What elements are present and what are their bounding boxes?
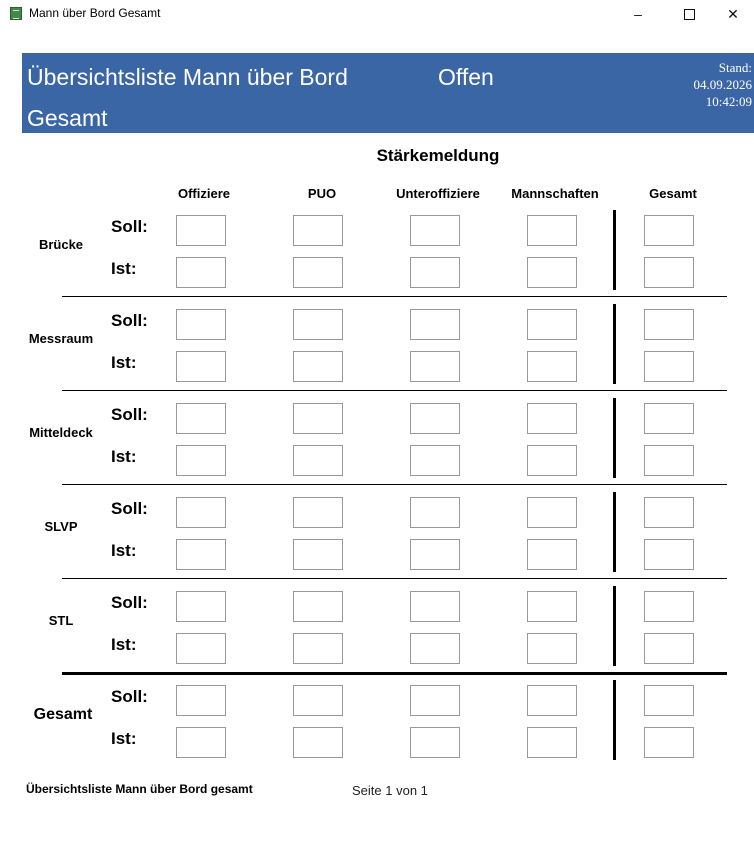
ist-cell-mannschaften[interactable] [527,539,577,570]
column-header: Unteroffiziere [396,186,480,201]
ist-cell-offiziere[interactable] [176,351,226,382]
ist-cell-gesamt[interactable] [644,539,694,570]
ist-cell-gesamt[interactable] [644,633,694,664]
maximize-icon [684,9,695,20]
soll-label: Soll: [111,405,148,424]
window-title: Mann über Bord Gesamt [29,6,161,20]
soll-cell-offiziere[interactable] [176,403,226,434]
column-header: Gesamt [649,186,697,201]
ist-cell-offiziere[interactable] [176,539,226,570]
soll-cell-mannschaften[interactable] [527,591,577,622]
section-divider [62,484,727,485]
section-divider [62,578,727,579]
section-divider [62,390,727,391]
stand-time: 10:42:09 [705,94,752,109]
soll-label: Soll: [111,593,148,612]
soll-cell-puo[interactable] [293,403,343,434]
page-indicator: Seite 1 von 1 [352,783,428,798]
ist-cell-mannschaften[interactable] [527,351,577,382]
station-label: STL [48,613,74,628]
maximize-button[interactable] [666,0,712,28]
soll-cell-gesamt[interactable] [644,591,694,622]
soll-cell-gesamt[interactable] [644,215,694,246]
ist-cell-mannschaften[interactable] [527,633,577,664]
ist-label: Ist: [111,729,137,748]
ist-label: Ist: [111,353,137,372]
soll-label: Soll: [111,499,148,518]
ist-label: Ist: [111,635,137,654]
ist-label: Ist: [111,541,137,560]
soll-cell-gesamt[interactable] [644,685,694,716]
soll-cell-unteroffiziere[interactable] [410,497,460,528]
station-label: Messraum [28,331,94,346]
soll-cell-mannschaften[interactable] [527,685,577,716]
soll-cell-puo[interactable] [293,215,343,246]
ist-label: Ist: [111,259,137,278]
total-column-divider [613,492,616,572]
ist-cell-gesamt[interactable] [644,727,694,758]
ist-cell-offiziere[interactable] [176,445,226,476]
ist-cell-gesamt[interactable] [644,257,694,288]
ist-cell-puo[interactable] [293,257,343,288]
ist-cell-offiziere[interactable] [176,633,226,664]
station-label: SLVP [44,519,78,534]
total-column-divider [613,210,616,290]
ist-cell-mannschaften[interactable] [527,257,577,288]
soll-cell-puo[interactable] [293,497,343,528]
soll-cell-unteroffiziere[interactable] [410,591,460,622]
ist-cell-puo[interactable] [293,445,343,476]
column-header: Mannschaften [511,186,599,201]
ist-cell-puo[interactable] [293,633,343,664]
report-title: Stärkemeldung [376,146,500,165]
ist-cell-mannschaften[interactable] [527,727,577,758]
ist-cell-unteroffiziere[interactable] [410,727,460,758]
window-titlebar [0,0,754,28]
close-button[interactable]: ✕ [727,6,739,22]
stand-label: Stand: [718,60,752,75]
soll-cell-mannschaften[interactable] [527,215,577,246]
soll-cell-unteroffiziere[interactable] [410,685,460,716]
soll-cell-offiziere[interactable] [176,497,226,528]
timestamp-block [694,59,753,110]
stand-date: 04.09.2026 [693,77,752,92]
total-column-divider [613,680,616,760]
soll-cell-mannschaften[interactable] [527,309,577,340]
section-divider [62,296,727,297]
soll-cell-offiziere[interactable] [176,309,226,340]
ist-cell-unteroffiziere[interactable] [410,539,460,570]
soll-label: Soll: [111,311,148,330]
ist-cell-puo[interactable] [293,727,343,758]
report-header [22,53,754,133]
minimize-button[interactable]: – [634,6,642,22]
ist-cell-gesamt[interactable] [644,445,694,476]
soll-cell-unteroffiziere[interactable] [410,309,460,340]
soll-cell-mannschaften[interactable] [527,403,577,434]
column-header: Offiziere [177,186,230,201]
ist-cell-offiziere[interactable] [176,257,226,288]
soll-label: Soll: [111,687,148,706]
total-column-divider [613,586,616,666]
soll-cell-gesamt[interactable] [644,309,694,340]
status-label: Offen [438,64,494,90]
soll-cell-unteroffiziere[interactable] [410,215,460,246]
soll-cell-mannschaften[interactable] [527,497,577,528]
ist-cell-unteroffiziere[interactable] [410,633,460,664]
ist-cell-unteroffiziere[interactable] [410,445,460,476]
report-header-title: Übersichtsliste Mann über Bord Gesamt [27,64,348,131]
soll-cell-puo[interactable] [293,685,343,716]
soll-cell-offiziere[interactable] [176,591,226,622]
ist-cell-puo[interactable] [293,351,343,382]
soll-cell-gesamt[interactable] [644,497,694,528]
footer-report-name: Übersichtsliste Mann über Bord gesamt [26,782,253,796]
station-label: Mitteldeck [29,425,93,440]
soll-cell-gesamt[interactable] [644,403,694,434]
ist-cell-puo[interactable] [293,539,343,570]
app-icon [10,7,22,20]
soll-cell-offiziere[interactable] [176,685,226,716]
total-label: Gesamt [33,706,93,723]
soll-cell-unteroffiziere[interactable] [410,403,460,434]
ist-cell-unteroffiziere[interactable] [410,351,460,382]
ist-cell-gesamt[interactable] [644,351,694,382]
column-header: PUO [307,186,337,201]
soll-cell-offiziere[interactable] [176,215,226,246]
station-label: Brücke [38,237,84,252]
soll-cell-puo[interactable] [293,309,343,340]
ist-cell-offiziere[interactable] [176,727,226,758]
soll-cell-puo[interactable] [293,591,343,622]
soll-label: Soll: [111,217,148,236]
total-column-divider [613,304,616,384]
ist-label: Ist: [111,447,137,466]
ist-cell-unteroffiziere[interactable] [410,257,460,288]
ist-cell-mannschaften[interactable] [527,445,577,476]
section-divider [62,672,727,675]
total-column-divider [613,398,616,478]
